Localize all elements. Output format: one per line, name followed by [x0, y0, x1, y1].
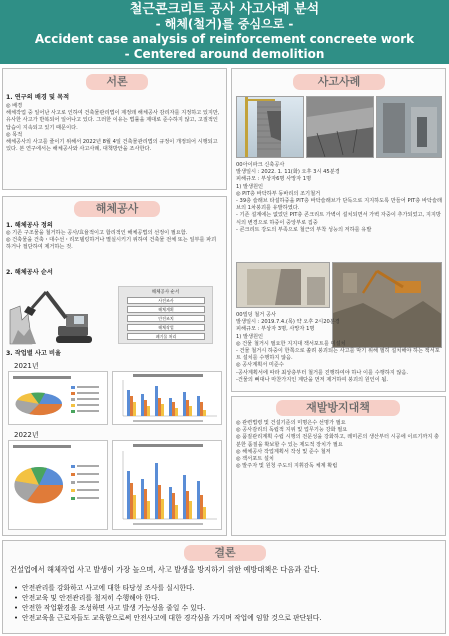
- intro-heading: 1. 연구의 배경 및 목적: [6, 94, 70, 101]
- title-ko: 철근콘크리트 공사 사고사례 분석: [129, 2, 320, 17]
- conclusion-list: [14, 583, 439, 623]
- diagram-step: 폐기물 처리: [127, 333, 205, 340]
- conclusion-lead: 건설업에서 해체작업 사고 발생이 가장 높으며, 사고 발생을 방지하기 위한 예방대책은 다음과 같다.: [10, 565, 320, 574]
- bar-2021-graphic: [113, 372, 221, 424]
- prevention-label: 재발방지대책: [276, 400, 400, 416]
- cases-label: 사고사례: [293, 74, 385, 90]
- case2-photo-building: [236, 262, 330, 308]
- demolition-order-diagram: [118, 286, 213, 344]
- year-2022-label: 2022년: [14, 431, 39, 439]
- diagram-title: 해체공사 순서: [151, 290, 180, 295]
- collapsed-tower-image: [237, 97, 304, 158]
- bar-chart-2022: [112, 440, 222, 530]
- demolition-ratio-heading: 3. 작업별 사고 비율: [6, 350, 61, 357]
- case1-text: 00아이파크 신축공사 발생일시 : 2022. 1. 11(화) 오후 3시 45분경 피해규모 : 부상자6명 사망자 1명 1) 발생원인 ◎ PIT층 바닥하부 동바리의 조기철거 - 39층 슬래브 타설하중을 PIT층 바닥슬래브가 단독으로 지지하도록 만들어 PIT층 바닥슬래브의 1차붕괴를 유발하였다. - 기존 설계에는 없었던 PIT층 콘크리트 가벽이 설치되면서 가벽 자중이 추가되었고, 지지방식의 변경으로 하중이 중앙부로 집중 - 콘크리트 강도의 부족으로 철근의 부착 성능의 저하를 유발: [236, 162, 442, 233]
- conclusion-item: • 안전교육 및 안전관리를 철저히 수행해야 한다.: [14, 593, 439, 603]
- pie-chart-2022: [8, 440, 108, 530]
- diagram-step: 사전조사: [127, 297, 205, 304]
- demolition-def-body: ◎ 기존 구조물을 철거하는 공사/효율적이고 합리적인 해체공법의 선정이 필요함. ◎ 건축물을 건축・대수선・리모델링하거나 멸실시키기 위하여 건축물 전체 또는 일부를 파괴하거나 절단하여 제거하는 것.: [6, 230, 217, 251]
- diagram-step: 해체계획: [127, 306, 205, 313]
- bar-chart-2021: [112, 371, 222, 425]
- demolition-order-heading: 2. 해체공사 순서: [6, 269, 53, 276]
- excavator-illustration: [8, 280, 108, 346]
- pie-2021-graphic: [9, 372, 107, 424]
- case1-photo-tower: [236, 96, 304, 158]
- conclusion-item: • 안전한 작업환경을 조성하면 사고 발생 가능성을 줄일 수 있다.: [14, 603, 439, 613]
- pie-chart-2021: [8, 371, 108, 425]
- title-en: Accident case analysis of reinforcement concreete work: [34, 32, 415, 46]
- case2-body: 00빌딩 철거 공사 발생일시 : 2019.7.4.(목) 약 오후 2시20분경 피해규모 : 부상자 3명, 사망자 1명 1) 발생원인 ◎ 건물 철거시 필요한 지지대 잭서포트를 미설치 - 건물 철거시 하중이 한쪽으로 쏠려 붕괴되는 사고를 막기 위해 필히 설치해야 하는 잭서포트 설치를 수행하지 않음. ◎ 공사계획서 미준수 -공사계획서에 따라 최상층부터 철거를 진행하여야 하나 이를 수행하지 않음. -건물의 뼈대나 마찬가지인 계단을 먼저 제거하여 붕괴의 원인이 됨.: [236, 312, 440, 383]
- demolition-def-heading: 1. 해체공사 정의: [6, 222, 53, 229]
- subtitle-en: - Centered around demolition: [124, 47, 325, 61]
- case1-photo-aerial: [376, 96, 442, 158]
- diagram-step: 안전조치: [127, 315, 205, 322]
- year-2021-label: 2021년: [14, 362, 39, 370]
- pie-2022-graphic: [9, 441, 107, 529]
- aerial-site-image: [377, 97, 442, 158]
- intro-label: 서론: [86, 74, 148, 90]
- subtitle-ko: - 해체(철거)를 중심으로 -: [155, 17, 294, 31]
- prevention-body: ◎ 관련법령 및 건설기준의 미명은수 선명가 필요 ◎ 공사감리의 독립적 지위 및 업무기능 강화 필요 ◎ 품질관리계획 수립 시행의 전문성을 강화하고, 레미콘의 생산부터 시공에 이르기까지 충분한 품질을 확보할 수 있는 제도적 장치가 필요 ◎ 해체공사 작업계획서 작성 및 준수 철저 ◎ 잭서포트 설치 ◎ 발주자 및 원청 주도의 지휘감독 체계 확립: [236, 420, 440, 470]
- diagram-step: 해체작업: [127, 324, 205, 331]
- poster-header: [0, 0, 449, 64]
- conclusion-label: 결론: [184, 545, 266, 561]
- excavator-body: [24, 292, 92, 343]
- demolition-label: 해체공사: [74, 201, 160, 217]
- bar-2022-graphic: [113, 441, 221, 529]
- intro-body: ◎ 배경 해체작업 중 일어난 사고로 인하여 건축물관리법이 제정돼 해체공사 감리자를 지정하고 있지만, 유사한 사고가 반복되어 일어나고 있다. 그러한 이유는 법률을 제대로 준수하지 않고, 고질적인 답습이 지속되고 있기 때문이다. ◎ 목적 해체공사의 사고를 줄이기 위해서 2022년 8월 4일 건축물관리법의 규정이 개정되어 시행되고 있다. 본 연구에서는 해체공사와 사고사례, 대책방안을 조사한다.: [6, 103, 220, 153]
- case1-photo-floor: [306, 96, 374, 158]
- conclusion-item: • 안전교육을 근로자들도 교육함으로써 안전사고에 대한 경각심을 가지며 작업에 임할 것으로 판단된다.: [14, 613, 439, 623]
- collapsed-floor-image: [307, 97, 374, 158]
- conclusion-item: • 안전관리를 강화하고 사고에 대한 타당성 조사를 실시한다.: [14, 583, 439, 593]
- demolished-building-image: [237, 263, 330, 308]
